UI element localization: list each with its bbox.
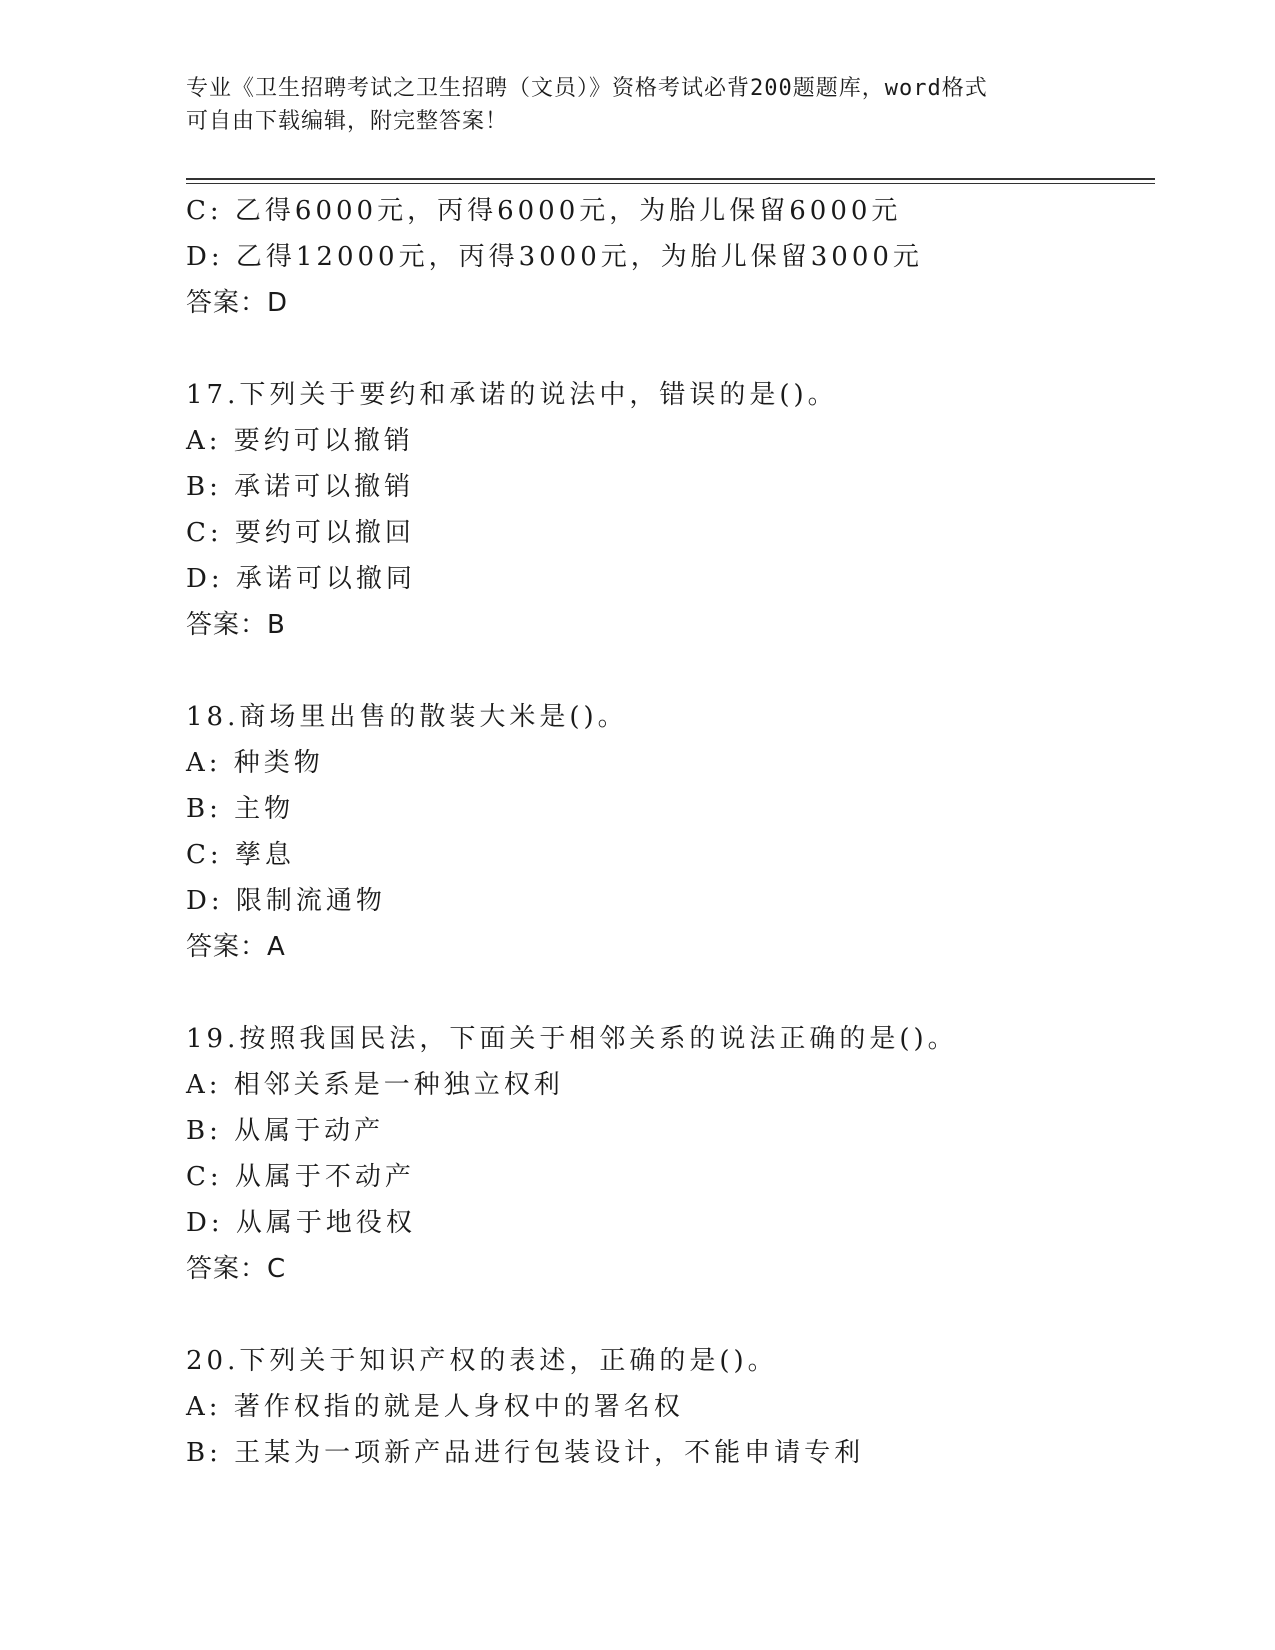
option-b: B: 承诺可以撤销 <box>186 472 415 502</box>
question-18 <box>186 694 1155 970</box>
question-spacer <box>186 970 1155 1016</box>
option-c: C: 要约可以撤回 <box>186 518 415 548</box>
question-spacer <box>186 648 1155 694</box>
question-stem: 18.商场里出售的散装大米是()。 <box>186 702 628 732</box>
header-line-1: 专业《卫生招聘考试之卫生招聘（文员）》资格考试必背200题题库，word格式 <box>186 76 988 101</box>
question-stem: 17.下列关于要约和承诺的说法中，错误的是()。 <box>186 380 838 410</box>
option-d: D: 从属于地役权 <box>186 1208 416 1238</box>
option-c: C: 从属于不动产 <box>186 1162 415 1192</box>
answer-line: 答案：B <box>186 610 286 640</box>
question-list <box>186 188 1155 1476</box>
option-d: D: 限制流通物 <box>186 886 386 916</box>
question-17 <box>186 372 1155 648</box>
option-a: A: 著作权指的就是人身权中的署名权 <box>186 1392 684 1422</box>
header-rule-thick <box>186 178 1155 180</box>
header-rule-thin <box>186 183 1155 184</box>
option-b: B: 主物 <box>186 794 295 824</box>
answer-line: 答案：D <box>186 288 289 318</box>
question-16-continued <box>186 188 1155 326</box>
question-19 <box>186 1016 1155 1292</box>
option-d: D: 乙得12000元，丙得3000元，为胎儿保留3000元 <box>186 242 923 272</box>
question-stem: 20.下列关于知识产权的表述，正确的是()。 <box>186 1346 778 1376</box>
option-b: B: 从属于动产 <box>186 1116 385 1146</box>
option-c: C: 乙得6000元，丙得6000元，为胎儿保留6000元 <box>186 196 902 226</box>
option-a: A: 种类物 <box>186 748 324 778</box>
question-20 <box>186 1338 1155 1476</box>
question-stem: 19.按照我国民法，下面关于相邻关系的说法正确的是()。 <box>186 1024 958 1054</box>
document-header <box>186 72 1086 138</box>
option-c: C: 孳息 <box>186 840 295 870</box>
option-b: B: 王某为一项新产品进行包装设计，不能申请专利 <box>186 1438 865 1468</box>
option-a: A: 要约可以撤销 <box>186 426 414 456</box>
answer-line: 答案：C <box>186 1254 287 1284</box>
question-spacer <box>186 1292 1155 1338</box>
option-a: A: 相邻关系是一种独立权利 <box>186 1070 564 1100</box>
option-d: D: 承诺可以撤同 <box>186 564 416 594</box>
question-spacer <box>186 326 1155 372</box>
answer-line: 答案：A <box>186 932 286 962</box>
header-line-2: 可自由下载编辑，附完整答案！ <box>186 109 509 134</box>
